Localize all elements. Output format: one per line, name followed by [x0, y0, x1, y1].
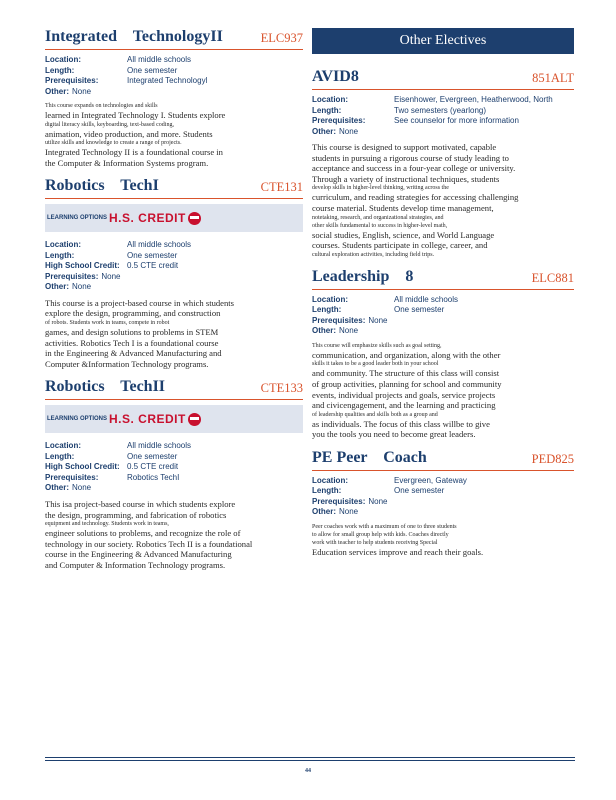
- course-header: [312, 449, 574, 471]
- right-column: [312, 28, 574, 567]
- description-line: acceptance and success in a four-year college or university.: [312, 163, 516, 174]
- course-description: [45, 298, 303, 370]
- description-line: utilize skills and knowledge to create a range of projects.: [45, 140, 182, 147]
- course-header: [312, 68, 574, 90]
- course-leadership-8: [312, 268, 574, 440]
- course-header: [45, 177, 303, 199]
- course-description: [312, 142, 574, 259]
- description-line: engineer solutions to problems, and recognize the role of: [45, 528, 241, 539]
- prerequisites-value: None: [101, 271, 121, 281]
- course-info: [45, 441, 303, 494]
- description-line: the Computer & Information Systems program.: [45, 157, 209, 168]
- prerequisites-label: Prerequisites:: [45, 271, 99, 281]
- footer-line: [45, 760, 575, 761]
- description-line: communication, and organization, along with the other: [312, 349, 501, 360]
- course-title: Integrated TechnologyII: [45, 28, 223, 45]
- course-code: CTE133: [260, 381, 303, 396]
- length-label: Length:: [312, 105, 342, 115]
- left-column: [45, 28, 303, 580]
- other-label: Other:: [312, 507, 336, 517]
- location-label: Location:: [45, 240, 81, 250]
- course-title: PE Peer Coach: [312, 448, 427, 466]
- description-line: to allow for small group help with kids. Coaches directly: [312, 531, 449, 538]
- prerequisites-value: See counselor for more information: [394, 116, 519, 125]
- prerequisites-label: Prerequisites:: [312, 315, 366, 325]
- prerequisites-value: None: [368, 496, 388, 506]
- description-line: as individuals. The focus of this class willbe to give: [312, 418, 490, 429]
- course-header: [45, 28, 303, 50]
- prerequisites-value: None: [368, 315, 388, 325]
- description-line: course material. Students develop time management,: [312, 202, 494, 213]
- other-value: None: [72, 86, 92, 96]
- other-value: None: [72, 282, 92, 292]
- course-info: [312, 95, 574, 137]
- length-value: One semester: [127, 65, 178, 75]
- description-line: games, and design solutions to problems in STEM: [45, 327, 219, 338]
- description-line: you the tools you need to become great leaders.: [312, 429, 476, 440]
- location-label: Location:: [312, 95, 348, 104]
- other-value: None: [339, 326, 359, 336]
- course-code: ELC881: [531, 270, 574, 285]
- description-line: develop skills in higher-level thinking, writing across the: [312, 185, 449, 192]
- description-line: and Computer & Information Technology programs.: [45, 559, 226, 570]
- length-label: Length:: [312, 305, 342, 315]
- location-label: Location:: [312, 475, 348, 485]
- description-line: courses. Students participate in college, career, and: [312, 240, 488, 251]
- description-line: learned in Integrated Technology I. Students explore: [45, 110, 226, 120]
- length-value: Two semesters (yearlong): [394, 105, 487, 115]
- learning-options-label: LEARNING OPTIONS: [46, 416, 107, 423]
- location-value: All middle schools: [127, 55, 192, 64]
- prerequisites-label: Prerequisites:: [45, 76, 99, 85]
- other-label: Other:: [45, 86, 69, 96]
- description-line: curriculum, and reading strategies for accessing challenging: [312, 192, 519, 203]
- location-value: Evergreen, Gateway: [394, 475, 467, 485]
- hs-credit-badge-label: H.S. CREDIT: [109, 412, 186, 427]
- learning-options-band: [45, 405, 303, 433]
- location-label: Location:: [45, 55, 81, 64]
- length-label: Length:: [45, 451, 75, 461]
- description-line: events, individual projects and goals, service projects: [312, 389, 496, 400]
- description-line: This course is designed to support motivated, capable: [312, 142, 497, 152]
- other-label: Other:: [312, 326, 336, 336]
- location-value: Eisenhower, Evergreen, Heatherwood, North: [394, 95, 553, 104]
- description-line: activities. Robotics Tech I is a foundational course: [45, 337, 219, 348]
- location-value: All middle schools: [127, 240, 192, 250]
- course-description: [45, 102, 303, 168]
- course-description: [45, 499, 303, 571]
- description-line: social studies, English, science, and World Language: [312, 229, 495, 240]
- learning-options-label: LEARNING OPTIONS: [46, 215, 107, 222]
- hs-credit-label: High School Credit:: [45, 462, 120, 472]
- length-value: One semester: [394, 305, 445, 315]
- graduation-cap-icon: [188, 212, 201, 225]
- graduation-cap-icon: [188, 413, 201, 426]
- course-title: Leadership 8: [312, 267, 414, 285]
- description-line: digital literacy skills, keyboarding, text-based coding,: [45, 121, 174, 128]
- description-line: work with teacher to help students receiving Special: [312, 539, 438, 546]
- description-line: students in pursuing a rigorous course of study leading to: [312, 152, 509, 163]
- hs-credit-value: 0.5 CTE credit: [127, 462, 179, 472]
- description-line: equipment and technology. Students work in teams,: [45, 521, 169, 528]
- other-value: None: [339, 507, 359, 517]
- section-header-other-electives: Other Electives: [312, 28, 574, 54]
- description-line: of robots. Students work in teams, compete in robot: [45, 320, 170, 327]
- description-line: cultural exploration activities, including field trips.: [312, 251, 435, 258]
- location-label: Location:: [45, 441, 81, 451]
- length-value: One semester: [127, 451, 178, 461]
- prerequisites-value: Integrated Technologyl: [127, 76, 208, 85]
- learning-options-band: [45, 204, 303, 232]
- course-robotics-tech-1: [45, 177, 303, 369]
- length-label: Length:: [45, 250, 75, 260]
- length-label: Length:: [45, 65, 75, 75]
- course-title: Robotics TechII: [45, 378, 166, 396]
- course-code: PED825: [531, 451, 574, 466]
- description-line: notetaking, research, and organizational strategies, and: [312, 214, 444, 221]
- description-line: Through a variety of instructional techniques, students: [312, 173, 500, 184]
- course-robotics-tech-2: [45, 378, 303, 570]
- description-line: and civicengagement, and the learning and practicing: [312, 400, 496, 411]
- location-label: Location:: [312, 294, 348, 304]
- prerequisites-label: Prerequisites:: [312, 496, 366, 506]
- course-title: AVID8: [312, 68, 359, 85]
- length-label: Length:: [312, 486, 342, 496]
- description-line: Computer &Information Technology programs.: [45, 358, 209, 369]
- description-line: course in the Engineering & Advanced Manufacturing: [45, 549, 232, 560]
- footer-rule: [45, 757, 575, 763]
- course-code: 851ALT: [532, 71, 574, 85]
- description-line: Peer coaches work with a maximum of one to three students: [312, 523, 457, 530]
- other-label: Other:: [45, 282, 69, 292]
- description-line: This course is a project-based course in which students: [45, 297, 235, 308]
- description-line: This isa project-based course in which students explore: [45, 498, 236, 509]
- course-pe-peer-coach: [312, 449, 574, 558]
- course-integrated-technology-2: [45, 28, 303, 168]
- other-label: Other:: [45, 483, 69, 493]
- description-line: Integrated Technology II is a foundational course in: [45, 147, 223, 158]
- hs-credit-label: High School Credit:: [45, 261, 120, 271]
- other-value: None: [72, 483, 92, 493]
- course-info: [45, 240, 303, 293]
- hs-credit-badge-label: H.S. CREDIT: [109, 211, 186, 226]
- footer-line: [45, 757, 575, 758]
- description-line: in the Engineering & Advanced Manufacturing and: [45, 348, 222, 359]
- page-number: 44: [305, 768, 311, 774]
- course-description: [312, 523, 574, 558]
- description-line: explore the design, programming, and construction: [45, 308, 221, 319]
- location-value: All middle schools: [127, 441, 192, 451]
- course-info: [45, 55, 303, 97]
- hs-credit-value: 0.5 CTE credit: [127, 261, 179, 271]
- description-line: the design, programming, and fabrication of robotics: [45, 509, 227, 520]
- prerequisites-label: Prerequisites:: [45, 472, 99, 482]
- description-line: and community. The structure of this class will consist: [312, 368, 500, 379]
- course-avid-8: [312, 68, 574, 259]
- description-line: of leadership qualities and skills both as a group and: [312, 411, 438, 418]
- prerequisites-label: Prerequisites:: [312, 116, 366, 125]
- course-header: [312, 268, 574, 290]
- course-header: [45, 378, 303, 400]
- description-line: This course expands on technologies and skills: [45, 103, 158, 109]
- length-value: One semester: [127, 250, 178, 260]
- other-value: None: [339, 126, 359, 136]
- description-line: Education services improve and reach their goals.: [312, 546, 484, 557]
- description-line: of group activities, planning for school and community: [312, 378, 502, 389]
- course-title: Robotics TechI: [45, 177, 159, 195]
- description-line: animation, video production, and more. Students: [45, 128, 213, 139]
- course-info: [312, 295, 574, 337]
- description-line: This course will emphasize skills such as goal setting,: [312, 342, 442, 349]
- course-code: ELC937: [260, 31, 303, 45]
- description-line: technology in our society. Robotics Tech II is a foundational: [45, 538, 253, 549]
- length-value: One semester: [394, 486, 445, 496]
- description-line: other skills fundamental to success in higher-level math,: [312, 222, 448, 229]
- course-description: [312, 342, 574, 440]
- other-label: Other:: [312, 126, 336, 136]
- course-info: [312, 476, 574, 518]
- location-value: All middle schools: [394, 294, 459, 304]
- course-code: CTE131: [260, 180, 303, 195]
- description-line: skills it takes to be a good leader both in your school: [312, 361, 439, 368]
- prerequisites-value: Robotics TechI: [127, 472, 180, 482]
